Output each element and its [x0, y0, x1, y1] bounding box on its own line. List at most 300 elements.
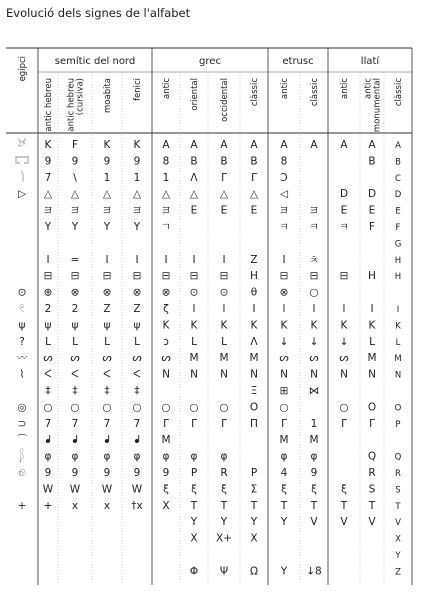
- glyph-cell: A: [395, 141, 401, 151]
- glyph-cell: W: [69, 483, 81, 496]
- glyph-cell: K: [310, 319, 318, 332]
- glyph-cell: D: [394, 190, 402, 201]
- glyph-cell: ○: [43, 401, 53, 414]
- glyph-cell: ⊃: [17, 417, 27, 430]
- glyph-cell: ㅋ: [278, 221, 290, 233]
- glyph-cell: ᔕ: [102, 352, 112, 365]
- glyph-cell: ᔕ: [43, 352, 53, 365]
- glyph-cell: 7: [44, 171, 52, 184]
- glyph-cell: D: [339, 188, 349, 201]
- glyph-cell: F: [71, 139, 79, 151]
- glyph-cell: Y: [395, 551, 401, 561]
- glyph-cell: ◁: [279, 188, 289, 201]
- glyph-cell: L: [395, 337, 401, 348]
- glyph-cell: ↓: [279, 335, 289, 348]
- group-label: llatí: [360, 56, 380, 67]
- glyph-cell: A: [340, 139, 348, 151]
- glyph-cell: T: [340, 499, 348, 512]
- glyph-cell: O: [367, 401, 377, 414]
- glyph-cell: A: [310, 139, 318, 151]
- glyph-cell: ‡: [72, 385, 78, 397]
- glyph-cell: H: [250, 270, 258, 283]
- glyph-cell: ᐸ: [133, 368, 141, 381]
- glyph-cell: I: [252, 303, 256, 315]
- glyph-cell: ‡: [45, 385, 51, 397]
- glyph-cell: 〰: [16, 352, 28, 365]
- glyph-cell: ↓8: [306, 565, 322, 578]
- glyph-cell: ᐸ: [44, 368, 52, 381]
- glyph-cell: ᔕ: [339, 352, 349, 365]
- glyph-cell: 8: [280, 155, 288, 168]
- glyph-cell: ヨ: [160, 204, 172, 217]
- glyph-cell: S: [368, 483, 376, 496]
- glyph-cell: Γ: [281, 417, 287, 430]
- glyph-cell: Μ: [279, 434, 289, 447]
- glyph-cell: T: [280, 499, 288, 512]
- glyph-cell: Γ: [191, 417, 197, 430]
- glyph-cell: V: [368, 516, 376, 529]
- glyph-cell: K: [133, 139, 141, 151]
- glyph-cell: ᐸ: [71, 368, 79, 381]
- glyph-cell: ○: [132, 401, 142, 414]
- glyph-cell: ᔕ: [161, 352, 171, 365]
- glyph-cell: ζ: [163, 303, 169, 315]
- glyph-cell: △: [102, 188, 112, 201]
- glyph-cell: 9: [162, 467, 170, 479]
- glyph-cell: ψ: [133, 319, 141, 332]
- glyph-cell: W: [101, 483, 113, 496]
- glyph-cell: 1: [310, 417, 318, 430]
- glyph-cell: 9: [71, 155, 79, 168]
- glyph-cell: I: [135, 253, 139, 266]
- glyph-cell: ○: [279, 401, 289, 414]
- glyph-cell: ○: [161, 401, 171, 414]
- glyph-cell: ⊟: [339, 270, 349, 283]
- glyph-cell: △: [70, 188, 80, 201]
- glyph-cell: Γ: [221, 417, 227, 430]
- glyph-cell: φ: [310, 450, 318, 463]
- glyph-cell: +: [43, 499, 53, 512]
- glyph-cell: B: [220, 155, 228, 168]
- glyph-cell: F: [368, 221, 376, 233]
- glyph-cell: E: [250, 204, 258, 217]
- column-label-text: oriental: [190, 78, 200, 111]
- glyph-cell: W: [131, 483, 143, 496]
- glyph-cell: 𓉐: [14, 155, 30, 168]
- glyph-cell: M: [394, 354, 402, 365]
- glyph-cell: Μ: [309, 434, 319, 447]
- glyph-cell: 𓏲: [19, 303, 25, 315]
- glyph-cell: l: [342, 303, 346, 315]
- glyph-cell: B: [368, 155, 376, 168]
- glyph-cell: ⊟: [102, 270, 112, 283]
- glyph-cell: P: [250, 467, 258, 479]
- glyph-cell: ⋈: [308, 385, 320, 397]
- glyph-cell: ↓: [339, 335, 349, 348]
- column-label: [364, 78, 383, 132]
- glyph-cell: =: [70, 253, 80, 266]
- glyph-cell: 9: [133, 467, 141, 479]
- glyph-cell: Y: [220, 516, 228, 529]
- glyph-cell: B: [190, 155, 198, 168]
- glyph-cell: E: [368, 204, 376, 217]
- glyph-cell: P: [395, 419, 401, 430]
- glyph-cell: L: [369, 335, 375, 348]
- glyph-cell: ξ: [163, 483, 169, 496]
- glyph-cell: Ψ: [219, 565, 229, 578]
- glyph-cell: I: [46, 253, 50, 266]
- glyph-cell: Y: [280, 516, 288, 529]
- glyph-cell: Y: [103, 221, 111, 233]
- glyph-cell: A: [162, 139, 170, 151]
- glyph-cell: ᖱ: [134, 434, 140, 447]
- glyph-cell: K: [162, 319, 170, 332]
- glyph-cell: ‡: [134, 385, 140, 397]
- glyph-cell: ᔕ: [70, 352, 80, 365]
- glyph-cell: ⊗: [279, 286, 289, 299]
- glyph-cell: φ: [190, 450, 198, 463]
- glyph-cell: ⊟: [279, 270, 289, 283]
- column-label: [67, 78, 86, 132]
- group-label: semític del nord: [54, 56, 136, 67]
- glyph-cell: N: [368, 368, 376, 381]
- glyph-cell: I: [222, 253, 226, 266]
- glyph-cell: I: [396, 305, 400, 315]
- glyph-cell: θ: [250, 286, 258, 299]
- glyph-cell: +: [17, 499, 27, 512]
- column-label-text: clàssic: [310, 78, 320, 107]
- glyph-cell: φ: [280, 450, 288, 463]
- glyph-cell: Π: [250, 417, 258, 430]
- glyph-cell: N: [394, 370, 402, 381]
- glyph-cell: ψ: [44, 319, 52, 332]
- glyph-cell: T: [310, 499, 318, 512]
- glyph-cell: ヨ: [42, 204, 54, 217]
- glyph-cell: C: [395, 173, 401, 184]
- glyph-cell: R: [220, 467, 228, 479]
- glyph-cell: Μ: [219, 352, 229, 365]
- glyph-cell: △: [161, 188, 171, 201]
- glyph-cell: Φ: [189, 565, 199, 578]
- glyph-cell: I: [282, 253, 286, 266]
- glyph-cell: V: [310, 516, 318, 529]
- glyph-cell: Μ: [189, 352, 199, 365]
- glyph-cell: 1: [162, 171, 170, 184]
- glyph-cell: I: [192, 253, 196, 266]
- glyph-cell: φ: [220, 450, 228, 463]
- group-label: grec: [199, 56, 221, 67]
- glyph-cell: ᐸ: [103, 368, 111, 381]
- glyph-cell: ξ: [191, 483, 197, 496]
- column-label-text: occidental: [220, 78, 230, 122]
- glyph-cell: Γ: [163, 417, 169, 430]
- glyph-cell: I: [164, 253, 168, 266]
- column-label: [220, 78, 230, 122]
- glyph-cell: 9: [133, 155, 141, 168]
- glyph-cell: ᖱ: [72, 434, 78, 447]
- glyph-cell: ψ: [71, 319, 79, 332]
- glyph-cell: Ξ: [250, 385, 258, 397]
- glyph-cell: K: [220, 319, 228, 332]
- glyph-cell: M: [367, 352, 377, 365]
- glyph-cell: ⌇: [19, 368, 25, 381]
- glyph-cell: H: [368, 270, 376, 283]
- column-label: [250, 78, 260, 106]
- glyph-cell: Γ: [341, 417, 347, 430]
- glyph-cell: L: [45, 335, 51, 348]
- column-label: [310, 78, 320, 106]
- glyph-cell: 1: [133, 171, 141, 184]
- glyph-cell: 𓌙: [20, 171, 24, 184]
- glyph-cell: Y: [44, 221, 52, 233]
- glyph-cell: ⊟: [132, 270, 142, 283]
- glyph-cell: ㄱ: [160, 221, 172, 233]
- glyph-cell: G: [394, 239, 402, 250]
- glyph-cell: E: [190, 204, 198, 217]
- glyph-cell: K: [368, 319, 376, 332]
- glyph-cell: 2: [44, 303, 52, 315]
- glyph-cell: φ: [162, 450, 170, 463]
- column-label-text: clàssic: [250, 78, 260, 107]
- column-label-text: antic hebreu: [44, 78, 54, 132]
- glyph-cell: N: [250, 368, 258, 381]
- glyph-cell: B: [250, 155, 258, 168]
- glyph-cell: N: [220, 368, 228, 381]
- glyph-cell: Z: [133, 303, 141, 315]
- glyph-cell: ○: [309, 286, 319, 299]
- glyph-cell: ヨ: [101, 204, 113, 217]
- glyph-cell: Y: [190, 516, 198, 529]
- column-label: [133, 78, 143, 101]
- glyph-cell: E: [220, 204, 228, 217]
- glyph-cell: \: [73, 171, 77, 184]
- glyph-cell: Γ: [251, 171, 257, 184]
- glyph-cell: Γ: [369, 417, 375, 430]
- glyph-cell: K: [280, 319, 288, 332]
- column-label: [103, 78, 113, 113]
- glyph-cell: △: [249, 188, 259, 201]
- glyph-cell: 𓁶: [18, 467, 26, 479]
- glyph-cell: ⊙: [189, 286, 199, 299]
- glyph-cell: O: [394, 403, 402, 414]
- page-title: Evolució dels signes de l'alfabet: [6, 6, 191, 20]
- glyph-cell: △: [219, 188, 229, 201]
- glyph-cell: ㅊ: [308, 253, 320, 266]
- column-label: [162, 78, 172, 99]
- column-label: [280, 78, 290, 99]
- glyph-cell: ψ: [18, 319, 26, 332]
- glyph-cell: l: [222, 303, 226, 315]
- glyph-cell: R: [395, 469, 401, 479]
- glyph-cell: O: [249, 401, 259, 414]
- glyph-cell: K: [340, 319, 348, 332]
- glyph-cell: ξ: [311, 483, 317, 496]
- glyph-cell: ξ: [281, 483, 287, 496]
- glyph-cell: 9: [44, 467, 52, 479]
- glyph-cell: S: [395, 485, 401, 496]
- glyph-cell: E: [395, 206, 401, 217]
- glyph-cell: ⊙: [17, 286, 27, 299]
- glyph-cell: Z: [250, 253, 258, 266]
- glyph-cell: W: [42, 483, 54, 496]
- glyph-cell: ⊗: [70, 286, 80, 299]
- column-label-text: clàssic: [394, 78, 404, 107]
- glyph-cell: D: [367, 188, 377, 201]
- glyph-cell: N: [162, 368, 170, 381]
- glyph-cell: Λ: [190, 171, 198, 184]
- glyph-cell: P: [190, 467, 198, 479]
- glyph-cell: I: [370, 303, 374, 315]
- glyph-cell: l: [312, 303, 316, 315]
- glyph-cell: F: [395, 223, 401, 233]
- column-label-text: antic hebreu: [66, 78, 77, 132]
- glyph-cell: T: [190, 499, 198, 512]
- glyph-cell: ヨ: [308, 204, 320, 217]
- glyph-cell: Q: [367, 450, 377, 463]
- glyph-cell: φ: [44, 450, 52, 463]
- column-label: [190, 78, 200, 111]
- column-label-text: moabita: [103, 78, 113, 113]
- glyph-cell: Ω: [249, 565, 259, 578]
- glyph-cell: l: [282, 303, 286, 315]
- glyph-cell: X: [162, 499, 170, 512]
- glyph-cell: 9: [71, 467, 79, 479]
- glyph-cell: ⊟: [43, 270, 53, 283]
- column-label-text: (cursiva): [75, 78, 86, 116]
- column-label-text: antic: [162, 78, 172, 99]
- glyph-cell: 4: [280, 467, 288, 479]
- glyph-cell: 9: [103, 155, 111, 168]
- glyph-cell: 9: [44, 155, 52, 168]
- column-label: [18, 56, 28, 81]
- glyph-cell: 8: [162, 155, 170, 168]
- glyph-cell: K: [395, 321, 401, 332]
- glyph-cell: L: [191, 335, 197, 348]
- glyph-cell: X: [395, 534, 401, 545]
- glyph-cell: ᖱ: [104, 434, 110, 447]
- glyph-cell: V: [395, 518, 401, 529]
- glyph-cell: ▷: [17, 188, 27, 201]
- glyph-cell: x: [71, 499, 79, 512]
- glyph-cell: 7: [133, 417, 141, 430]
- glyph-cell: ○: [339, 401, 349, 414]
- glyph-cell: ○: [189, 401, 199, 414]
- glyph-cell: V: [340, 516, 348, 529]
- glyph-cell: φ: [103, 450, 111, 463]
- glyph-cell: N: [280, 368, 288, 381]
- glyph-cell: ⊟: [309, 270, 319, 283]
- column-label: [340, 78, 350, 99]
- glyph-cell: ᔕ: [132, 352, 142, 365]
- glyph-cell: ⊙: [219, 286, 229, 299]
- glyph-cell: ヨ: [131, 204, 143, 217]
- glyph-cell: ↄ: [163, 335, 169, 348]
- glyph-cell: ㅋ: [338, 221, 350, 233]
- glyph-cell: ↓: [309, 335, 319, 348]
- glyph-cell: Q: [394, 452, 402, 463]
- glyph-cell: △: [132, 188, 142, 201]
- glyph-cell: X+: [216, 532, 232, 545]
- glyph-cell: 9: [103, 467, 111, 479]
- column-label-text: fenici: [133, 78, 143, 102]
- glyph-cell: N: [190, 368, 198, 381]
- glyph-cell: Λ: [250, 335, 258, 348]
- glyph-cell: 1: [103, 171, 111, 184]
- glyph-cell: ᔕ: [309, 352, 319, 365]
- glyph-cell: 𓆄: [19, 450, 25, 463]
- glyph-cell: T: [250, 499, 258, 512]
- glyph-cell: l: [192, 303, 196, 315]
- glyph-cell: ⊗: [161, 286, 171, 299]
- glyph-cell: L: [134, 335, 140, 348]
- glyph-cell: E: [340, 204, 348, 217]
- glyph-cell: 2: [71, 303, 79, 315]
- glyph-cell: T: [368, 499, 376, 512]
- glyph-cell: T: [220, 499, 228, 512]
- glyph-cell: Μ: [161, 434, 171, 447]
- glyph-cell: 9: [310, 467, 318, 479]
- glyph-cell: Z: [103, 303, 111, 315]
- glyph-cell: ξ: [341, 483, 347, 496]
- glyph-cell: A: [368, 139, 376, 151]
- glyph-cell: 𓃾: [17, 139, 27, 151]
- glyph-cell: Y: [280, 565, 288, 578]
- glyph-cell: ⊗: [102, 286, 112, 299]
- glyph-cell: ◎: [17, 401, 27, 414]
- glyph-cell: L: [72, 335, 78, 348]
- glyph-cell: ○: [219, 401, 229, 414]
- glyph-cell: ⊗: [132, 286, 142, 299]
- glyph-cell: A: [190, 139, 198, 151]
- glyph-cell: I: [105, 253, 109, 266]
- glyph-cell: †x: [131, 499, 143, 512]
- glyph-cell: L: [104, 335, 110, 348]
- glyph-cell: H: [394, 272, 402, 283]
- glyph-cell: K: [190, 319, 198, 332]
- glyph-cell: B: [395, 157, 401, 168]
- glyph-cell: ヨ: [69, 204, 81, 217]
- glyph-cell: ⊟: [70, 270, 80, 283]
- glyph-cell: ○: [102, 401, 112, 414]
- glyph-cell: X: [250, 532, 258, 545]
- glyph-cell: N: [340, 368, 348, 381]
- glyph-cell: ⌒: [16, 434, 28, 447]
- glyph-cell: H: [394, 255, 402, 266]
- column-label-text: antic: [340, 78, 350, 99]
- glyph-cell: 7: [44, 417, 52, 430]
- glyph-cell: A: [220, 139, 228, 151]
- glyph-cell: R: [368, 467, 376, 479]
- glyph-cell: ⊟: [189, 270, 199, 283]
- column-label-text: antic: [280, 78, 290, 99]
- glyph-cell: 7: [103, 417, 111, 430]
- glyph-cell: Z: [395, 567, 401, 578]
- glyph-cell: X: [190, 532, 198, 545]
- glyph-cell: N: [310, 368, 318, 381]
- glyph-cell: A: [280, 139, 288, 151]
- glyph-cell: △: [43, 188, 53, 201]
- glyph-cell: ○: [70, 401, 80, 414]
- glyph-cell: K: [103, 139, 111, 151]
- glyph-cell: 7: [71, 417, 79, 430]
- column-label-text: monumental: [372, 78, 383, 133]
- glyph-cell: Σ: [250, 483, 258, 496]
- glyph-cell: ?: [19, 335, 25, 348]
- glyph-cell: Γ: [221, 171, 227, 184]
- glyph-cell: ξ: [221, 483, 227, 496]
- glyph-cell: ヨ: [278, 204, 290, 217]
- group-label: etrusc: [282, 56, 314, 67]
